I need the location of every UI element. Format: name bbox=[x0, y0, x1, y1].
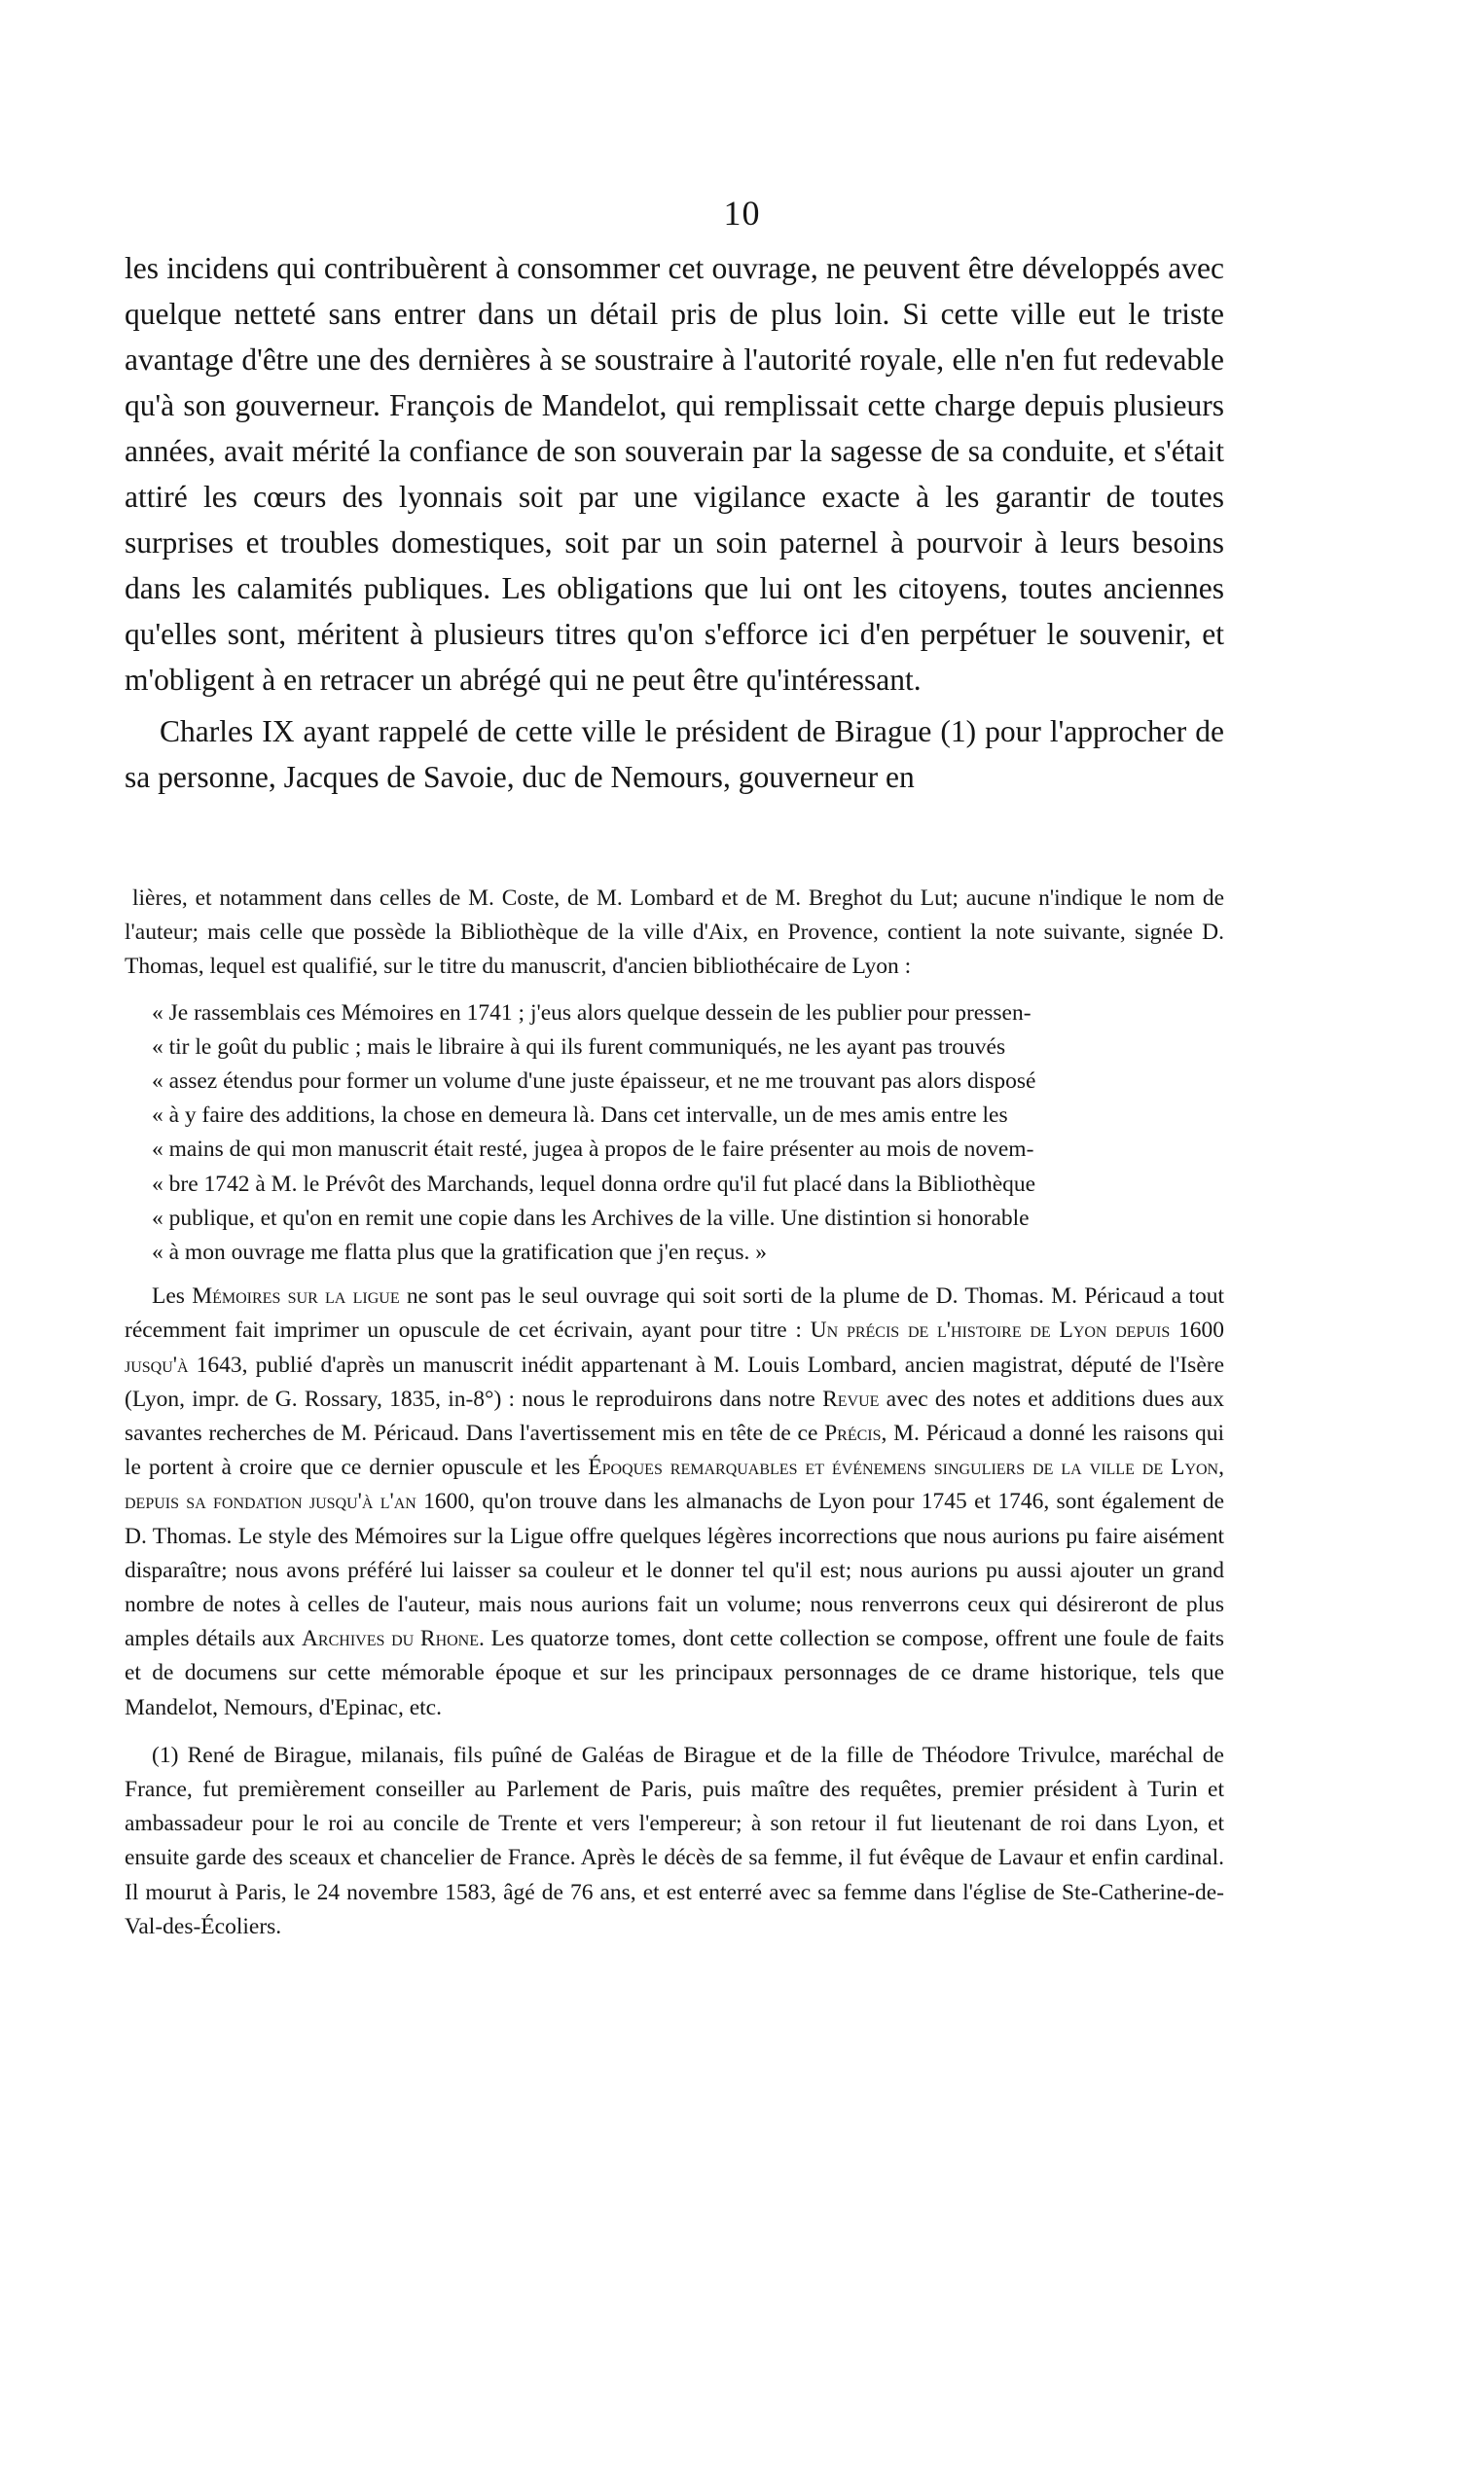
editor-note-text: , M. Péricaud a donné les raisons qui le portent à croire que ce dernier opuscule et les bbox=[125, 1421, 1224, 1481]
quote-line: « à mon ouvrage me flatta plus que la gratification que j'en reçus. » bbox=[152, 1240, 767, 1266]
editor-note-title: Mémoires sur la ligue bbox=[192, 1283, 400, 1310]
editor-note-title: Revue bbox=[822, 1386, 880, 1412]
main-paragraph-2: Charles IX ayant rappelé de cette ville le président de Birague (1) pour l'approcher de sa personne, Jacques de Savoie, duc de Nemours, gouverneur en bbox=[125, 714, 1224, 794]
editor-note-title: Époques remarquables et événemens singuliers de la ville de Lyon, depuis sa fondation jusqu'à l'an 1600 bbox=[125, 1455, 1224, 1515]
editor-note-text: , qu'on trouve dans les almanachs de Lyon pour 1745 et 1746, sont également de D. Thomas. Le style des Mémoires sur la Ligue offre quelques légères incorrections que nous aurions pu faire aisément disparaître; nous avons préféré lui laisser sa couleur et le donner tel qu'il est; nous aurions pu aussi ajouter un grand nombre de notes à celles de l'auteur, mais nous aurions fait un volume; nous renverrons ceux qui désireront de plus amples détails aux bbox=[125, 1489, 1224, 1652]
footnote-continuation: lières, et notamment dans celles de M. Coste, de M. Lombard et de M. Breghot du Lut; aucune n'indique le nom de l'auteur; mais celle que possède la Bibliothèque de la ville d'Aix, en Provence, contient la note suivante, signée D. Thomas, lequel est qualifié, sur le titre du manuscrit, d'ancien bibliothécaire de Lyon : bbox=[125, 885, 1224, 980]
quote-line: « assez étendus pour former un volume d'une juste épaisseur, et ne me trouvant pas alors disposé bbox=[152, 1068, 1036, 1095]
footnotes bbox=[125, 882, 1224, 1944]
editor-note-text: , publié d'après un manuscrit inédit appartenant à M. Louis Lombard, ancien magistrat, député de l'Isère (Lyon, impr. de G. Rossary, 1835, in-8°) : nous le reproduirons dans notre bbox=[125, 1352, 1225, 1412]
editor-note-lead: Les bbox=[152, 1283, 193, 1310]
footnote-1: (1) René de Birague, milanais, fils puîné de Galéas de Birague et de la fille de Théodore Trivulce, maréchal de France, fut premièrement conseiller au Parlement de Paris, puis maître des requêtes, premier président à Turin et ambassadeur pour le roi au concile de Trente et vers l'empereur; à son retour il fut lieutenant de roi dans Lyon, et ensuite garde des sceaux et chancelier de France. Après le décès de sa femme, il fut évêque de Lavaur et enfin cardinal. Il mourut à Paris, le 24 novembre 1583, âgé de 76 ans, et est enterré avec sa femme dans l'église de Ste-Catherine-de-Val-des-Écoliers. bbox=[125, 1742, 1224, 1939]
editor-note bbox=[125, 1280, 1224, 1725]
editor-note-title: Un précis de l'histoire de Lyon depuis 1600 jusqu'à 1643 bbox=[125, 1318, 1224, 1378]
footnote-quote bbox=[125, 996, 1224, 1271]
editor-note-title: Archives du Rhone bbox=[301, 1626, 480, 1652]
quote-line: « tir le goût du public ; mais le libraire à qui ils furent communiqués, ne les ayant pas trouvés bbox=[152, 1033, 1006, 1060]
page-number: 10 bbox=[723, 194, 761, 233]
editor-note-text: avec des notes et additions dues aux savantes recherches de M. Péricaud. Dans l'avertissement mis en tête de ce bbox=[125, 1386, 1224, 1447]
main-paragraph-1: les incidens qui contribuèrent à consommer cet ouvrage, ne peuvent être développés avec quelque netteté sans entrer dans un détail pris de plus loin. Si cette ville eut le triste avantage d'être une des dernières à se soustraire à l'autorité royale, elle n'en fut redevable qu'à son gouverneur. François de Mandelot, qui remplissait cette charge depuis plusieurs années, avait mérité la confiance de son souverain par la sagesse de sa conduite, et s'était attiré les cœurs des lyonnais soit par une vigilance exacte à les garantir de toutes surprises et troubles domestiques, soit par un soin paternel à pourvoir à leurs besoins dans les calamités publiques. Les obligations que lui ont les citoyens, toutes anciennes qu'elles sont, méritent à plusieurs titres qu'on s'efforce ici d'en perpétuer le souvenir, et m'obligent à en retracer un abrégé qui ne peut être qu'intéressant. bbox=[125, 251, 1224, 697]
quote-line: « publique, et qu'on en remit une copie dans les Archives de la ville. Une distintion si honorable bbox=[152, 1205, 1030, 1231]
quote-line: « à y faire des additions, la chose en demeura là. Dans cet intervalle, un de mes amis entre les bbox=[152, 1102, 1008, 1129]
quote-line: « mains de qui mon manuscrit était resté, jugea à propos de le faire présenter au mois de novem- bbox=[152, 1137, 1034, 1163]
quote-line: « Je rassemblais ces Mémoires en 1741 ; j'eus alors quelque dessein de les publier pour pressen- bbox=[152, 999, 1032, 1026]
main-text bbox=[125, 245, 1224, 800]
quote-line: « bre 1742 à M. le Prévôt des Marchands, lequel donna ordre qu'il fut placé dans la Bibliothèque bbox=[152, 1171, 1036, 1197]
editor-note-title: Précis bbox=[824, 1421, 882, 1447]
editor-note-text: ne sont pas le seul ouvrage qui soit sorti de la plume de D. Thomas. M. Péricaud a tout récemment fait imprimer un opuscule de cet écrivain, ayant pour titre : bbox=[125, 1283, 1225, 1344]
editor-note-text: . Les quatorze tomes, dont cette collection se compose, offrent une foule de faits et de documens sur cette mémorable époque et sur les principaux personnages de ce drame historique, tels que Mandelot, Nemours, d'Epinac, etc. bbox=[125, 1626, 1224, 1720]
